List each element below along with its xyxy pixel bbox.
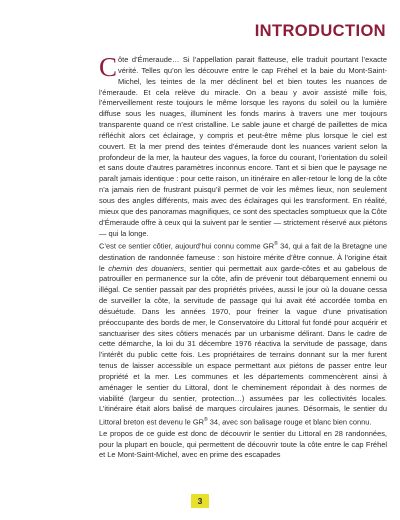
page-title: INTRODUCTION (254, 22, 386, 40)
paragraph-2-emphasis: chemin des douaniers (108, 263, 184, 273)
paragraph-1-text: ôte d’Émeraude… Si l’appellation parait flatteuse, elle traduit pourtant l’exacte vérité. Telles qu’on les découvre entre le cap Fréhel et la baie du Mont-Saint-Michel, les teintes de la mer déclinent bel et bien toutes les nuances de l’émeraude. Et cela relève du miracle. On a beau y avoir assisté mille fois, l’émerveillement reste toujours le même lorsque les rayons du soleil ou la lumière diffuse sous les nuages, illuminent les fonds marins à travers une mer toujours transparente quand ce n’est cristalline. Le sable jaune et chargé de paillettes de mica réfléchit alors cet éclairage, y compris et peut-être même plus lorsque le ciel est couvert. Et la mer prend des teintes d’émeraude dont les nuances varient selon la profondeur de la mer, la hauteur des vagues, la force du courant, l’orientation du soleil et sans doute d’autres paramètres inconnus encore. Tant et si bien que le paysage ne paraît jamais identique : pour cette raison, un itinéraire en aller-retour le long de la côte n’a jamais rien de frustrant puisqu’il permet de voir les mêmes lieux, non seulement sous des angles différents, mais avec des éclairages qui les transforment. En réalité, mieux que des panoramas magnifiques, ce sont des spectacles somptueux que la Côte d’Émeraude offre à ceux qui la suivent par le sentier — strictement réservé aux piétons — qui la longe. (99, 55, 387, 238)
page-number: 3 (197, 496, 203, 506)
paragraph-2 (99, 239, 387, 428)
body-text (99, 52, 388, 461)
paragraph-2-text-a: C’est ce sentier côtier, aujourd’hui connu comme GR (99, 241, 275, 251)
registered-mark: ® (274, 241, 278, 248)
paragraph-2-text-b: 34, qui a fait de la Bretagne une destination de randonnée fameuse : son histoire mérite d’être connue. À l’origine était le (99, 241, 387, 273)
registered-mark: ® (204, 417, 208, 424)
page-number-badge (191, 494, 209, 508)
paragraph-2-text-d: 34, avec son balisage rouge et blanc bien connu. (207, 417, 372, 427)
drop-cap: C (99, 52, 118, 82)
paragraph-3: Le propos de ce guide est donc de découvrir le sentier du Littoral en 28 randonnées, pour la plupart en boucle, qui permettent de découvrir toute la côte entre le cap Fréhel et Le Mont-Saint-Michel, avec en prime des escapades (99, 428, 387, 460)
paragraph-2-text-c: , sentier qui permettait aux garde-côtes et au gabelous de patrouiller en permanence sur la côte, afin de prévenir tout débarquement ennemi ou illégal. Ce sentier passait par des propriétés privées, aussi le jour où la douane cessa de surveiller la côte, la servitude de passage qui lui avait été accordée tomba en désuétude. Dans les années 1970, pour freiner la vague d’une privatisation préoccupante des bords de mer, le Conservatoire du Littoral fut fondé pour acquérir et sanctuariser des sites côtiers menacés par un urbanisme délirant. Dans le cadre de cette démarche, la loi du 31 décembre 1976 réactiva la servitude de passage, dans l’intérêt du public cette fois. Les propriétaires de terrains donnant sur la mer furent tenus de laisser accessible un espace permettant aux piétons de passer entre leur propriété et la mer. Les communes et les départements commencèrent ainsi à aménager le sentier du Littoral, dont le cheminement répondait à des normes de viabilité (largeur du sentier, protection…) assumées par les collectivités locales. L’itinéraire était alors balisé de marques circulaires jaunes. Désormais, le sentier du Littoral breton est devenu le GR (99, 263, 388, 427)
paragraph-1 (99, 52, 387, 239)
